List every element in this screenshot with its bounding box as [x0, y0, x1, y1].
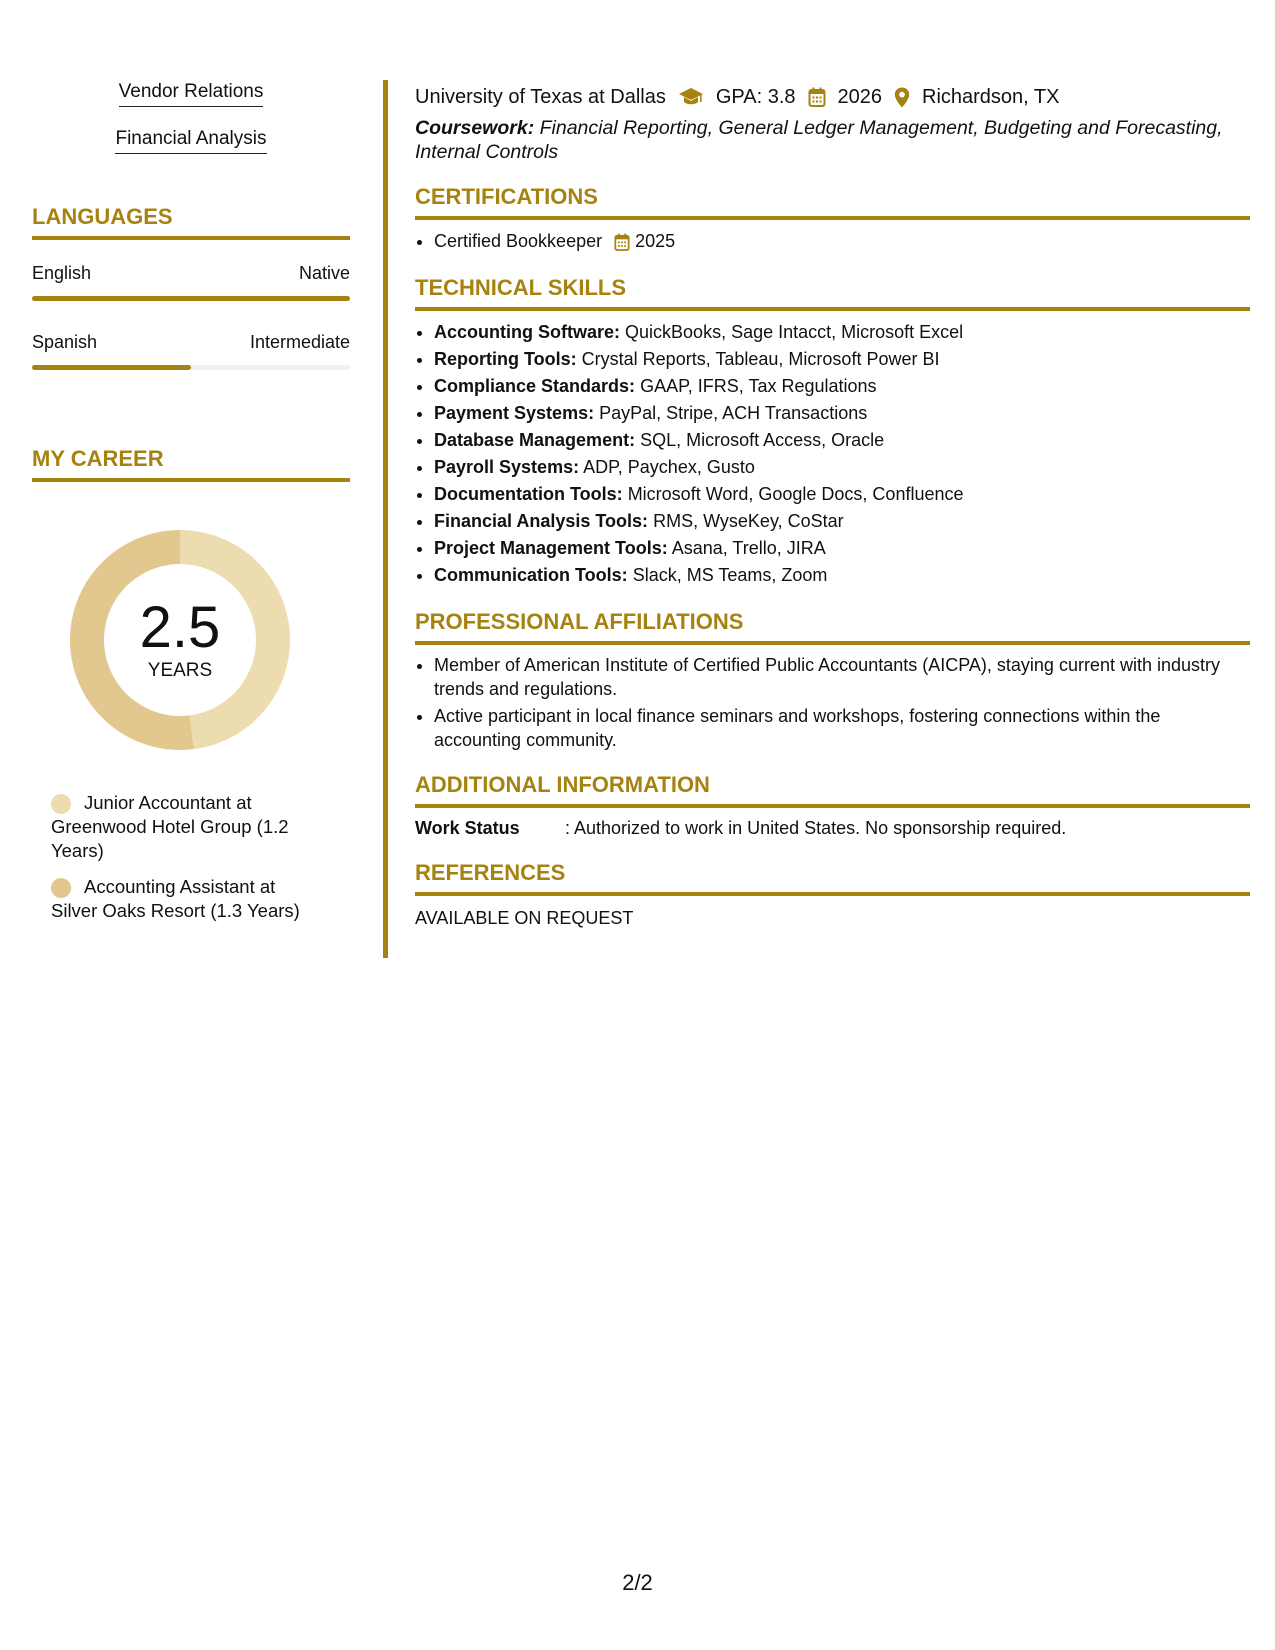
career-legend-item [51, 791, 311, 863]
affiliation-item: • Member of American Institute of Certified Public Accountants (AICPA), staying current with industry trends and regulations. [434, 653, 1250, 701]
language-proficiency-fill [32, 296, 350, 301]
affiliation-item: • Active participant in local finance seminars and workshops, fostering connections within the accounting community. [434, 704, 1250, 752]
skill-value: PayPal, Stripe, ACH Transactions [599, 403, 868, 423]
graduation-cap-icon [678, 87, 704, 107]
skill-item [434, 535, 1250, 562]
additional-info-row [415, 816, 1250, 840]
education-year: 2026 [837, 86, 883, 108]
skill-item [434, 346, 1250, 373]
affiliations-heading: PROFESSIONAL AFFILIATIONS [415, 609, 1250, 645]
career-heading: MY CAREER [32, 446, 350, 482]
skill-value: Asana, Trello, JIRA [671, 538, 826, 558]
skill-label: Reporting Tools: [434, 349, 577, 369]
technical-skills-list [415, 319, 1250, 589]
legend-dot [51, 794, 71, 814]
coursework [415, 116, 1250, 164]
technical-skills-heading: TECHNICAL SKILLS [415, 275, 1250, 311]
references-text: AVAILABLE ON REQUEST [415, 908, 634, 928]
column-divider [383, 80, 388, 958]
skill-value: SQL, Microsoft Access, Oracle [640, 430, 885, 450]
language-level: Native [298, 263, 350, 283]
skill-label: Compliance Standards: [434, 376, 636, 396]
languages-heading: LANGUAGES [32, 204, 350, 240]
certification-item [434, 228, 1250, 255]
skill-tag: Financial Analysis [115, 127, 266, 154]
career-legend [32, 791, 350, 923]
language-proficiency-fill [32, 365, 191, 370]
skill-label: Payment Systems: [434, 403, 595, 423]
education-location: Richardson, TX [922, 86, 1060, 108]
skill-item [434, 454, 1250, 481]
career-donut-chart [65, 525, 295, 755]
career-legend-label: Accounting Assistant at Silver Oaks Resort (1.3 Years) [51, 876, 300, 921]
languages-section [32, 204, 350, 370]
skill-label: Documentation Tools: [434, 484, 623, 504]
skill-tag: Vendor Relations [119, 80, 264, 107]
language-name: Spanish [32, 332, 98, 352]
skill-value: Crystal Reports, Tableau, Microsoft Power BI [581, 349, 940, 369]
calendar-icon [808, 87, 826, 107]
affiliations-list [415, 653, 1250, 752]
coursework-text: Financial Reporting, General Ledger Management, Budgeting and Forecasting, Internal Controls [415, 117, 1223, 163]
language-proficiency-bar [32, 365, 350, 370]
skill-label: Financial Analysis Tools: [434, 511, 649, 531]
career-legend-label: Junior Accountant at Greenwood Hotel Group (1.2 Years) [51, 792, 289, 861]
page-number: 2/2 [622, 1570, 653, 1595]
career-section [32, 446, 350, 923]
skill-item [434, 373, 1250, 400]
skill-label: Project Management Tools: [434, 538, 668, 558]
career-legend-item [51, 875, 311, 923]
career-total-unit: YEARS [147, 660, 213, 681]
skill-value: QuickBooks, Sage Intacct, Microsoft Excel [625, 322, 964, 342]
skill-label: Accounting Software: [434, 322, 621, 342]
education-gpa: GPA: 3.8 [715, 86, 796, 108]
certification-year: 2025 [635, 231, 676, 251]
skill-item [434, 481, 1250, 508]
skill-item [434, 400, 1250, 427]
skill-item [434, 427, 1250, 454]
language-proficiency-bar [32, 296, 350, 301]
skill-label: Payroll Systems: [434, 457, 580, 477]
skill-value: Microsoft Word, Google Docs, Confluence [627, 484, 964, 504]
legend-dot [51, 878, 71, 898]
language-item [32, 331, 350, 370]
location-pin-icon [894, 87, 910, 108]
coursework-label: Coursework: [415, 117, 535, 139]
skill-value: Slack, MS Teams, Zoom [632, 565, 828, 585]
sidebar [32, 80, 350, 935]
main-content [415, 84, 1250, 930]
additional-info-heading: ADDITIONAL INFORMATION [415, 772, 1250, 808]
skill-item [434, 319, 1250, 346]
skill-item [434, 562, 1250, 589]
skill-value: RMS, WyseKey, CoStar [653, 511, 844, 531]
certification-name: • Certified Bookkeeper [434, 231, 603, 251]
additional-info-value: : Authorized to work in United States. No sponsorship required. [565, 818, 1067, 838]
skill-value: GAAP, IFRS, Tax Regulations [640, 376, 877, 396]
language-item [32, 262, 350, 301]
education-line [415, 84, 1250, 110]
skill-item [434, 508, 1250, 535]
additional-info-key: Work Status [415, 818, 520, 838]
language-name: English [32, 263, 92, 283]
school-name: University of Texas at Dallas [415, 86, 666, 108]
references-heading: REFERENCES [415, 860, 1250, 896]
language-level: Intermediate [249, 332, 350, 352]
skill-value: ADP, Paychex, Gusto [583, 457, 755, 477]
skill-label: Database Management: [434, 430, 636, 450]
calendar-icon [614, 233, 630, 251]
career-total-value: 2.5 [139, 595, 221, 660]
certifications-list [415, 228, 1250, 255]
skill-label: Communication Tools: [434, 565, 628, 585]
certifications-heading: CERTIFICATIONS [415, 184, 1250, 220]
